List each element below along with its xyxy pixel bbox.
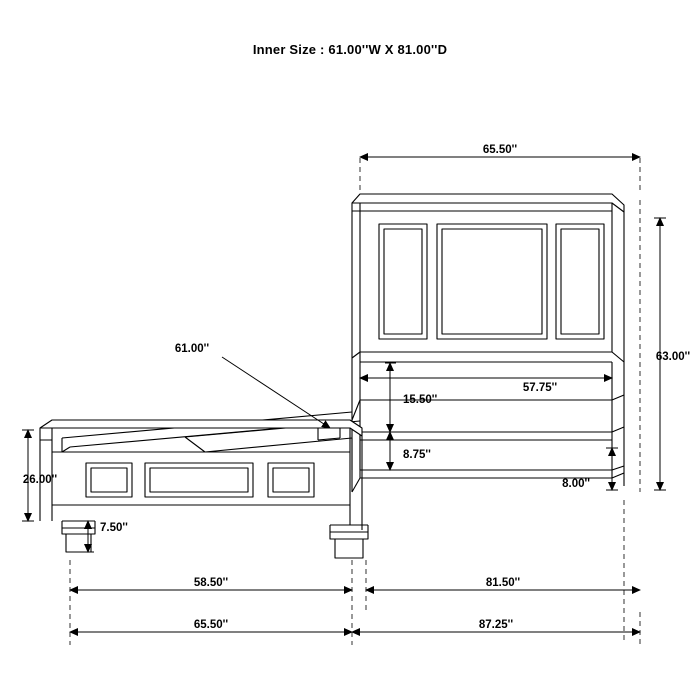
dim-label-overall-depth: 87.25'' — [478, 619, 514, 631]
dim-label-side-rail-length: 81.50'' — [485, 577, 521, 589]
dim-label-leg-height: 7.50'' — [100, 522, 128, 534]
dim-label-headboard-width: 65.50'' — [482, 144, 518, 156]
leader-line-61 — [222, 357, 330, 428]
dim-label-footboard-width: 65.50'' — [193, 619, 229, 631]
dim-label-footboard-height: 26.00'' — [22, 474, 58, 486]
headboard-drawing — [352, 194, 624, 492]
dim-label-footboard-inner-width: 58.50'' — [193, 577, 229, 589]
dim-label-mattress-width: 61.00'' — [174, 343, 210, 355]
dim-label-clearance-under-rail: 8.00'' — [562, 478, 590, 490]
dim-label-headboard-inner-width: 57.75'' — [522, 382, 558, 394]
dim-label-deck-height: 8.75'' — [403, 449, 431, 461]
dim-label-headboard-height: 63.00'' — [655, 351, 691, 363]
page-title: Inner Size : 61.00''W X 81.00''D — [252, 42, 448, 57]
dim-label-rail-to-top: 15.50'' — [403, 394, 438, 406]
